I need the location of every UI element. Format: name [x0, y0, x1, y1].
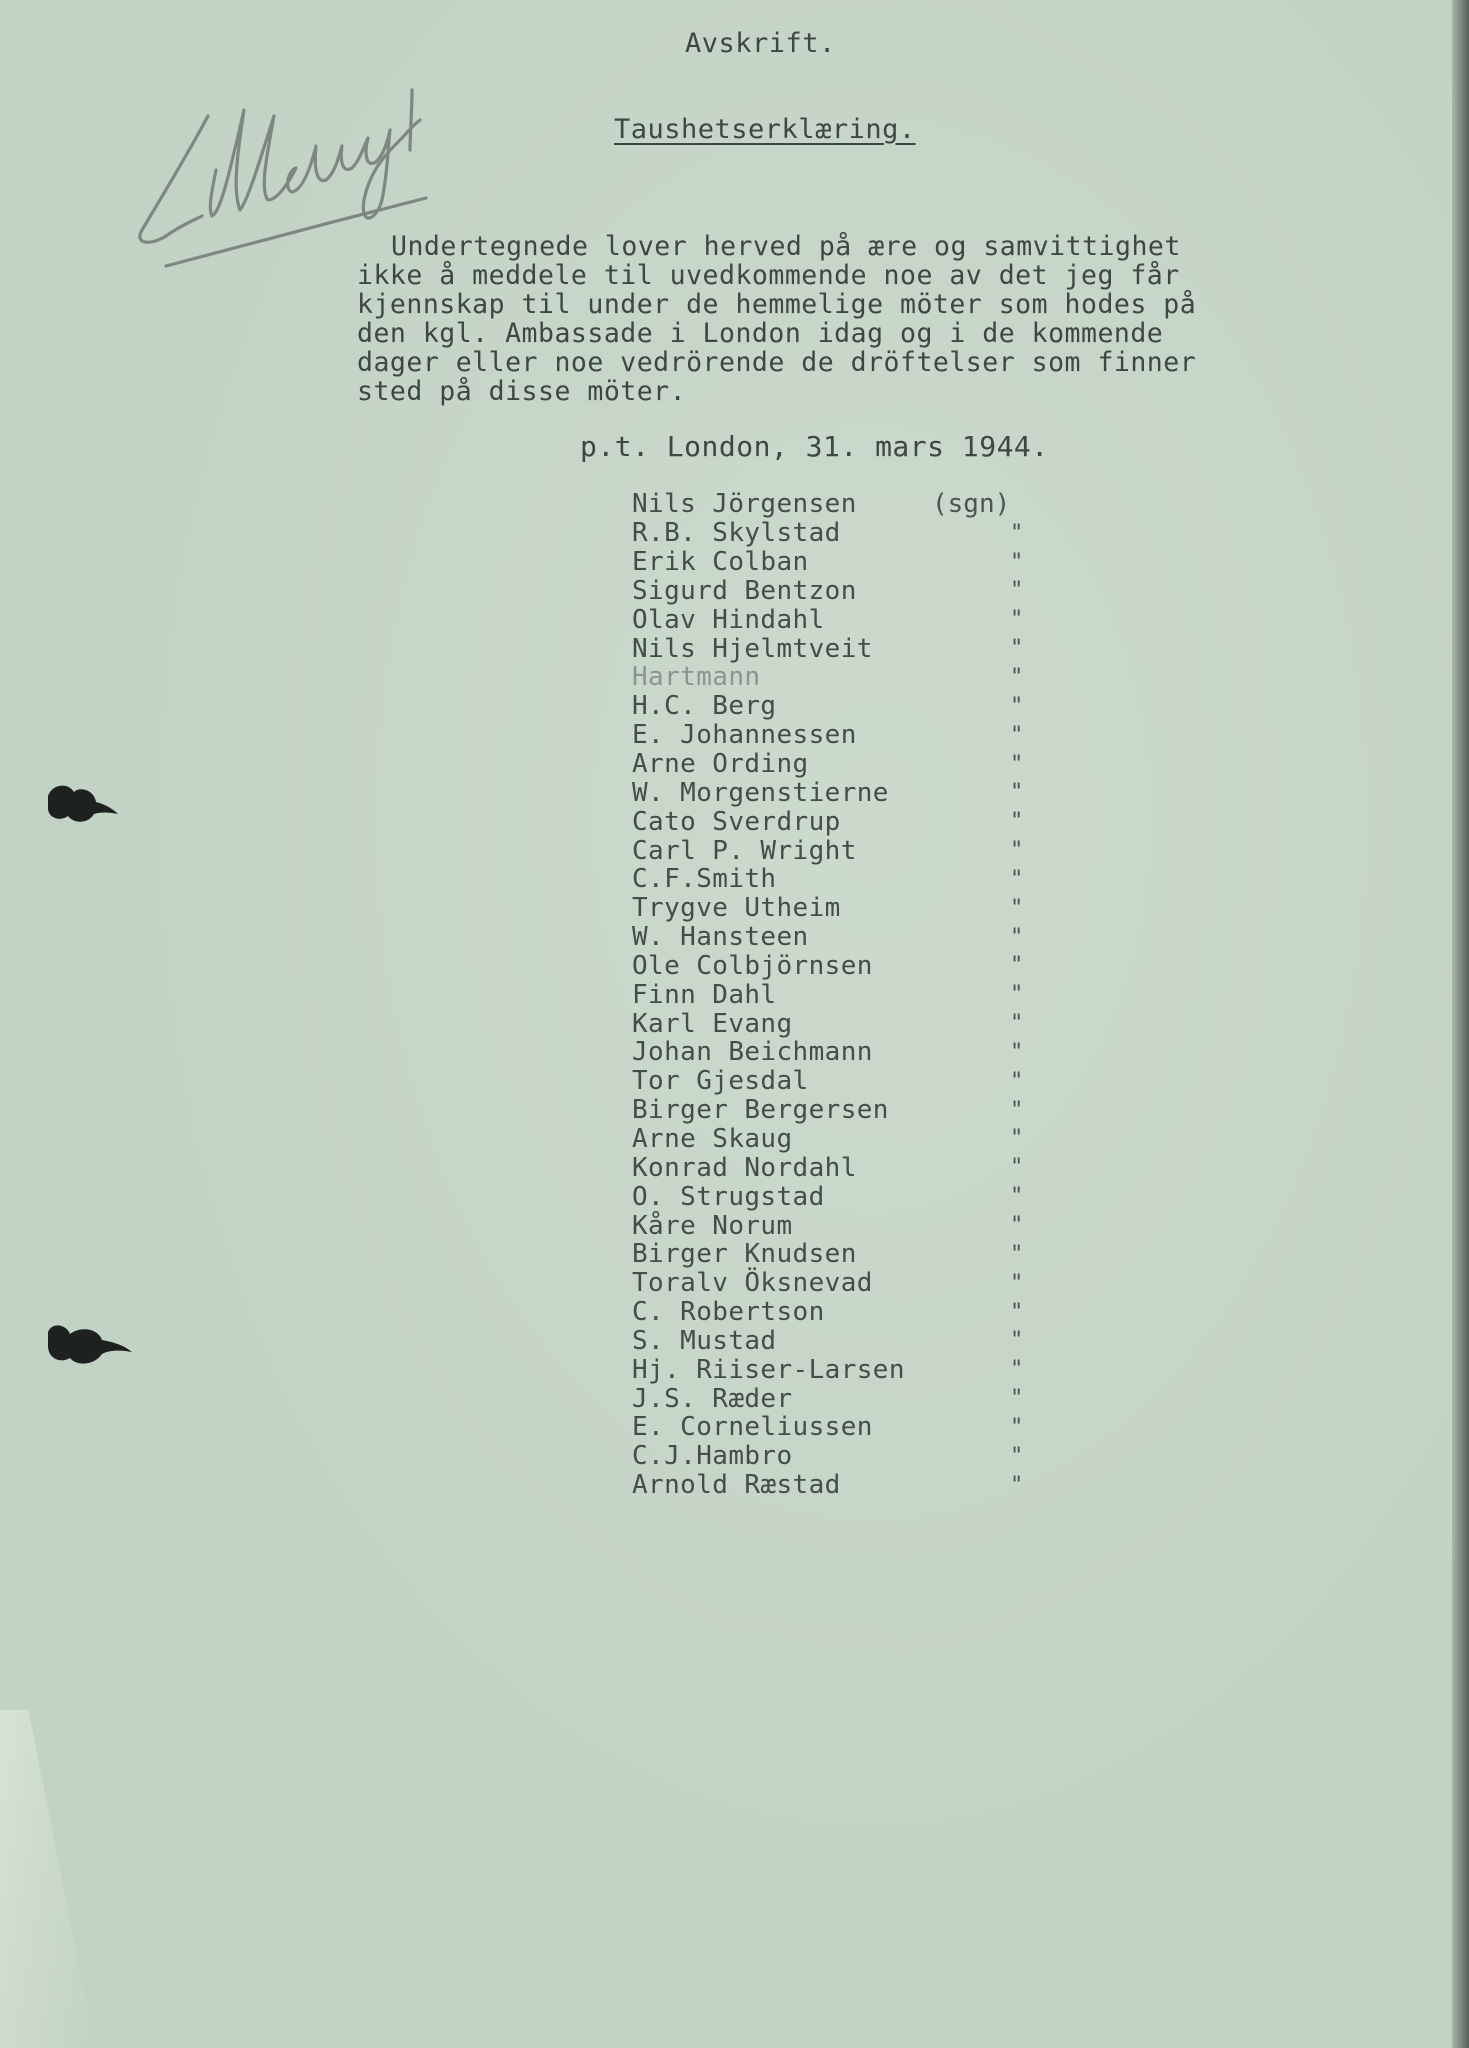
- signatory-name: Kåre Norum: [632, 1210, 793, 1241]
- signature-mark: ": [1010, 780, 1024, 806]
- signatory-name: R.B. Skylstad: [632, 518, 841, 549]
- signature-mark: ": [1010, 520, 1024, 546]
- signatory-row: [632, 1038, 1110, 1067]
- signatory-row: [632, 1125, 1110, 1154]
- signatory-name: Trygve Utheim: [632, 893, 841, 924]
- signatory-name: Erik Colban: [632, 547, 809, 578]
- signature-mark: ": [1010, 1011, 1024, 1037]
- signatory-row: [632, 692, 1110, 721]
- signatory-row: [632, 663, 1110, 692]
- signature-mark: ": [1010, 1443, 1024, 1469]
- signatory-name: J.S. Ræder: [632, 1383, 793, 1414]
- signatory-row: [632, 923, 1110, 952]
- signatory-list: [632, 490, 1110, 1500]
- signature-mark: ": [1010, 1472, 1024, 1498]
- signature-mark: ": [1010, 1386, 1024, 1412]
- signatory-row: [632, 865, 1110, 894]
- signatory-row: [632, 807, 1110, 836]
- paper-edge-shadow: [1452, 0, 1469, 2048]
- signatory-name: Ole Colbjörnsen: [632, 950, 873, 981]
- signatory-name: Birger Bergersen: [632, 1095, 889, 1126]
- signatory-name: Olav Hindahl: [632, 604, 825, 635]
- signatory-row: [632, 1211, 1110, 1240]
- signatory-row: [632, 1240, 1110, 1269]
- signatory-row: [632, 1182, 1110, 1211]
- signatory-row: [632, 980, 1110, 1009]
- place-and-date: p.t. London, 31. mars 1944.: [580, 430, 1049, 463]
- signatory-row: [632, 1009, 1110, 1038]
- signature-mark: ": [1010, 1184, 1024, 1210]
- signature-mark: ": [1010, 1299, 1024, 1325]
- signatory-name: C.J.Hambro: [632, 1441, 793, 1472]
- punch-hole-upper: [38, 776, 118, 836]
- signatory-name: C. Robertson: [632, 1297, 825, 1328]
- signatory-row: [632, 1413, 1110, 1442]
- body-line: Undertegnede lover herved på ære og samvittighet: [391, 231, 1181, 262]
- signatory-name: Hartmann: [632, 662, 761, 693]
- signature-mark: ": [1010, 549, 1024, 575]
- signatory-name: Tor Gjesdal: [632, 1066, 809, 1097]
- signature-mark: ": [1010, 1039, 1024, 1065]
- signatory-row: [632, 1442, 1110, 1471]
- signatory-row: [632, 778, 1110, 807]
- signature-mark: ": [1010, 982, 1024, 1008]
- signatory-name: Sigurd Bentzon: [632, 575, 857, 606]
- signature-mark: ": [1010, 722, 1024, 748]
- signatory-name: W. Hansteen: [632, 922, 809, 953]
- signature-mark: ": [1010, 1357, 1024, 1383]
- signature-mark: ": [1010, 1241, 1024, 1267]
- body-line: kjennskap til under de hemmelige möter som hodes på: [357, 289, 1197, 320]
- signature-mark: ": [1010, 838, 1024, 864]
- signatory-name: Arne Skaug: [632, 1123, 793, 1154]
- signature-mark: ": [1010, 1126, 1024, 1152]
- signatory-row: [632, 490, 1110, 519]
- signatory-row: [632, 1471, 1110, 1500]
- signature-mark: (sgn): [932, 489, 1011, 520]
- body-line: sted på disse möter.: [357, 376, 687, 407]
- declaration-body: [357, 232, 1237, 406]
- document-title: Taushetserklæring.: [614, 114, 916, 145]
- signatory-name: S. Mustad: [632, 1325, 777, 1356]
- signatory-row: [632, 634, 1110, 663]
- signatory-row: [632, 1298, 1110, 1327]
- signature-mark: ": [1010, 607, 1024, 633]
- folded-paper-corner: [0, 1710, 95, 2048]
- signatory-name: Karl Evang: [632, 1008, 793, 1039]
- signatory-name: Arne Ording: [632, 749, 809, 780]
- signatory-row: [632, 750, 1110, 779]
- signature-mark: ": [1010, 636, 1024, 662]
- signatory-name: Johan Beichmann: [632, 1037, 873, 1068]
- signatory-name: E. Johannessen: [632, 720, 857, 751]
- signatory-row: [632, 1355, 1110, 1384]
- signature-mark: ": [1010, 751, 1024, 777]
- document-label: Avskrift.: [685, 28, 836, 59]
- signatory-name: Finn Dahl: [632, 979, 777, 1010]
- signature-mark: ": [1010, 953, 1024, 979]
- signatory-name: H.C. Berg: [632, 691, 777, 722]
- signatory-row: [632, 721, 1110, 750]
- signatory-row: [632, 1326, 1110, 1355]
- signature-mark: ": [1010, 664, 1024, 690]
- signatory-name: Carl P. Wright: [632, 835, 857, 866]
- signatory-row: [632, 1067, 1110, 1096]
- signatory-name: Toralv Öksnevad: [632, 1268, 873, 1299]
- signatory-name: Konrad Nordahl: [632, 1152, 857, 1183]
- signatory-row: [632, 605, 1110, 634]
- body-line: dager eller noe vedrörende de dröftelser som finner: [357, 347, 1197, 378]
- signatory-name: W. Morgenstierne: [632, 777, 889, 808]
- signatory-name: Hj. Riiser-Larsen: [632, 1354, 905, 1385]
- signature-mark: ": [1010, 1328, 1024, 1354]
- signatory-name: Cato Sverdrup: [632, 806, 841, 837]
- signature-mark: ": [1010, 578, 1024, 604]
- signatory-row: [632, 1153, 1110, 1182]
- signature-mark: ": [1010, 809, 1024, 835]
- signatory-row: [632, 952, 1110, 981]
- signatory-row: [632, 1384, 1110, 1413]
- signatory-row: [632, 519, 1110, 548]
- signatory-row: [632, 548, 1110, 577]
- body-line: ikke å meddele til uvedkommende noe av det jeg får: [357, 260, 1180, 291]
- signatory-name: O. Strugstad: [632, 1181, 825, 1212]
- signatory-name: Nils Hjelmtveit: [632, 633, 873, 664]
- signatory-row: [632, 836, 1110, 865]
- signature-mark: ": [1010, 693, 1024, 719]
- signatory-row: [632, 1269, 1110, 1298]
- signature-mark: ": [1010, 1213, 1024, 1239]
- signatory-name: E. Corneliussen: [632, 1412, 873, 1443]
- signature-mark: ": [1010, 1414, 1024, 1440]
- signature-mark: ": [1010, 895, 1024, 921]
- signatory-row: [632, 894, 1110, 923]
- signature-mark: ": [1010, 1155, 1024, 1181]
- signatory-name: Birger Knudsen: [632, 1239, 857, 1270]
- signatory-row: [632, 577, 1110, 606]
- signatory-name: C.F.Smith: [632, 864, 777, 895]
- signature-mark: ": [1010, 866, 1024, 892]
- signatory-row: [632, 1096, 1110, 1125]
- signatory-name: Arnold Ræstad: [632, 1470, 841, 1501]
- signatory-name: Nils Jörgensen: [632, 489, 857, 520]
- body-line: den kgl. Ambassade i London idag og i de kommende: [357, 318, 1164, 349]
- signature-mark: ": [1010, 1097, 1024, 1123]
- signature-mark: ": [1010, 1068, 1024, 1094]
- signature-mark: ": [1010, 1270, 1024, 1296]
- signature-mark: ": [1010, 924, 1024, 950]
- punch-hole-lower: [36, 1318, 132, 1378]
